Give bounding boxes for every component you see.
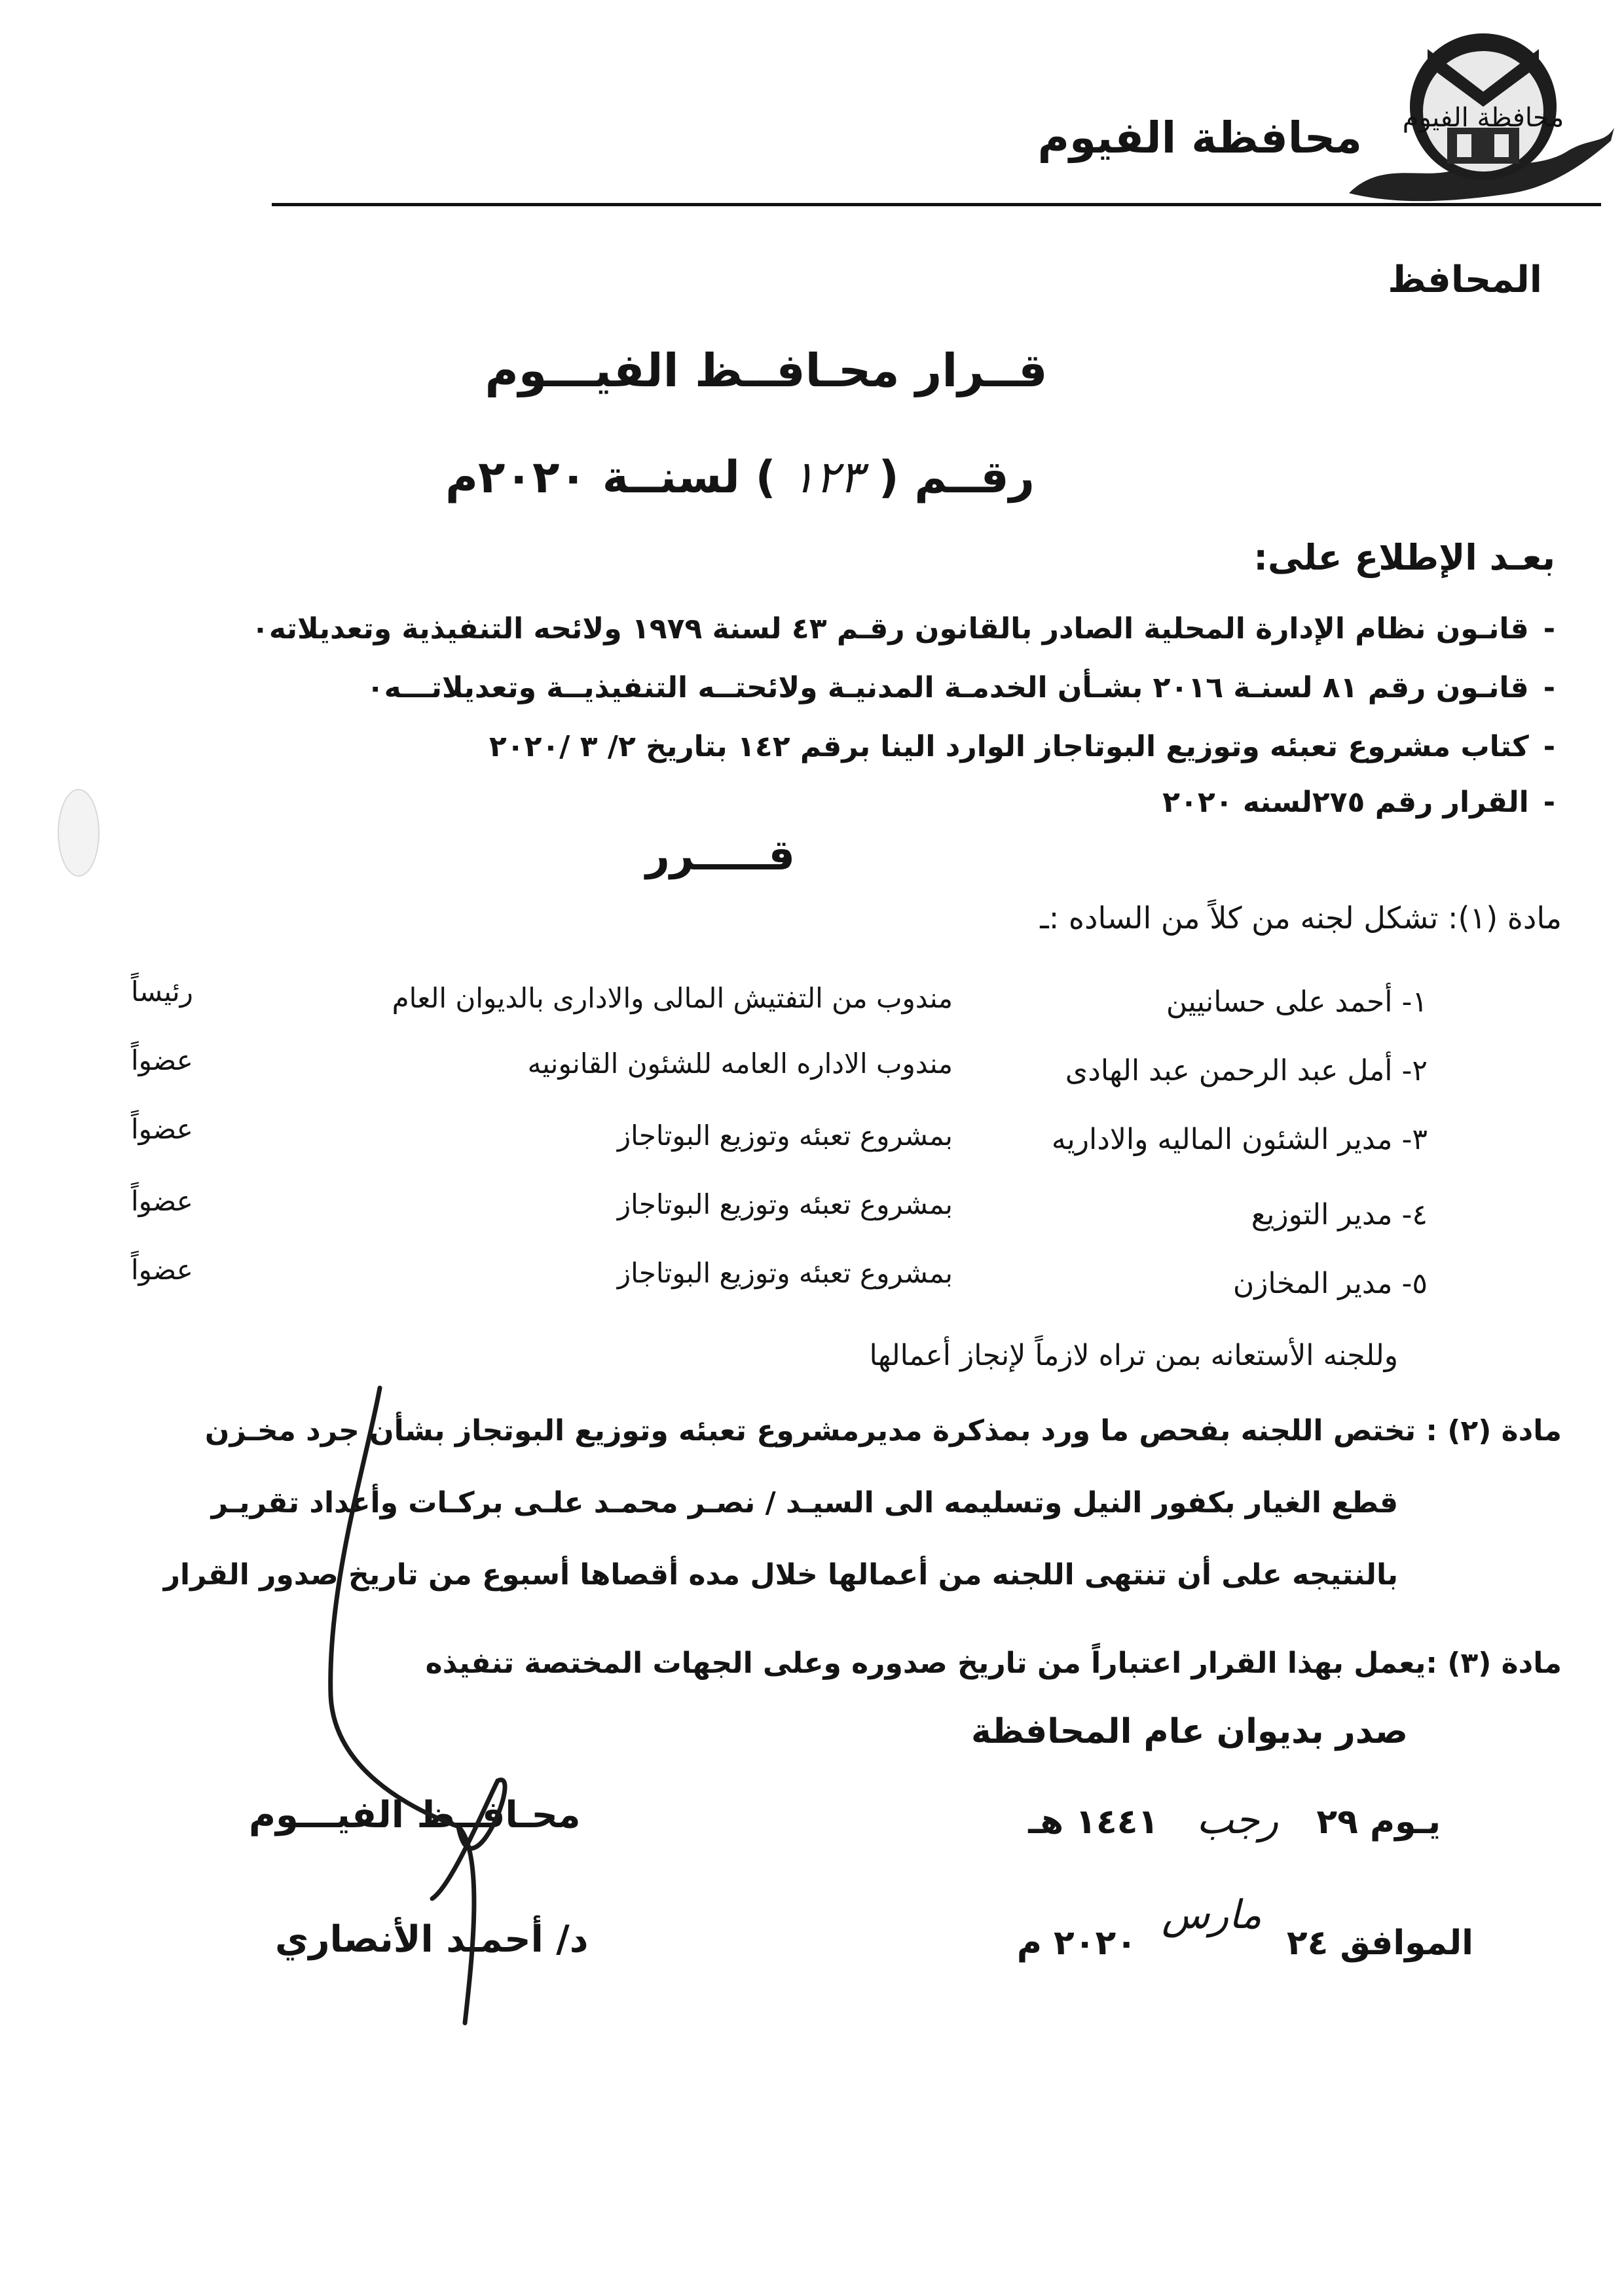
punch-hole-mark [58, 789, 100, 877]
article-3-text: مادة (٣) :يعمل بهذا القرار اعتباراً من تاريخ صدوره وعلى الجهات المختصة تنفيذه [425, 1647, 1562, 1680]
member-role: مندوب من التفتيش المالى والادارى بالديوان العام [392, 982, 953, 1014]
member-name: ٣- مدير الشئون الماليه والاداريه [1051, 1123, 1428, 1156]
decision-heading: قـــــرر [646, 831, 795, 880]
bullet-dash-icon: - [1543, 730, 1555, 763]
decree-number-line [0, 452, 1552, 503]
decree-title: قــرار محـافــظ الفيـــوم [485, 344, 1048, 397]
gregorian-year: ٢٠٢٠ م [1016, 1923, 1137, 1963]
preamble-label: بعـد الإطلاع على: [1253, 537, 1555, 578]
preamble-item: -قانـون نظام الإدارة المحلية الصادر بالقانون رقـم ٤٣ لسنة ١٩٧٩ ولائحه التنفيذية وتعديلاته٠ [251, 612, 1555, 646]
member-name: ٤- مدير التوزيع [1251, 1198, 1428, 1231]
gregorian-day: الموافق ٢٤ [1286, 1923, 1473, 1963]
member-role: بمشروع تعبئه وتوزيع البوتاجاز [617, 1188, 953, 1220]
office-label: المحافظ [1388, 259, 1542, 301]
member-position: عضواً [131, 1185, 193, 1217]
preamble-item: -قانـون رقم ٨١ لسنـة ٢٠١٦ بشـأن الخدمـة المدنيـة ولائحتــه التنفيذيــة وتعديلاتـــه٠ [366, 671, 1555, 704]
hijri-month-handwritten: رجب [1196, 1797, 1279, 1843]
header-divider [272, 203, 1601, 206]
hijri-year: ١٤٤١ هـ [1028, 1802, 1159, 1842]
preamble-item: -القرار رقم ٢٧٥لسنه ٢٠٢٠ [1162, 786, 1555, 819]
decree-number-prefix: رقــم ( [878, 452, 1035, 503]
issued-at: صدر بديوان عام المحافظة [970, 1712, 1408, 1751]
signatory-name: د/ أحمـد الأنصاري [275, 1918, 589, 1961]
hijri-date [1028, 1797, 1441, 1843]
preamble-item: -كتاب مشروع تعبئه وتوزيع البوتاجاز الوارد الينا برقم ١٤٢ بتاريخ ٢/ ٣ /٢٠٢٠ [489, 730, 1555, 763]
decree-number-handwritten: ١٢٣ [791, 452, 863, 503]
decree-number-suffix: ) لسنــة ٢٠٢٠م [445, 452, 776, 503]
member-position: رئيساً [131, 975, 193, 1008]
article-2-line: بالنتيجه على أن تنتهى اللجنه من أعمالها خلال مده أقصاها أسبوع من تاريخ صدور القرار [163, 1558, 1398, 1592]
fayoum-governorate-emblem-icon [1342, 29, 1617, 219]
bullet-dash-icon: - [1543, 786, 1555, 819]
member-position: عضواً [131, 1254, 193, 1286]
member-name: ١- أحمد على حسانيين [1166, 985, 1428, 1019]
bullet-dash-icon: - [1543, 612, 1555, 646]
article-2-line: قطع الغيار بكفور النيل وتسليمه الى السيـد / نصـر محمـد علـى بركـات وأعداد تقريـر [211, 1486, 1398, 1520]
bullet-dash-icon: - [1543, 671, 1555, 704]
article-2-line: مادة (٢) : تختص اللجنه بفحص ما ورد بمذكرة مديرمشروع تعبئه وتوزيع البوتجاز بشأن جرد مخـزن [204, 1414, 1562, 1448]
member-position: عضواً [131, 1044, 193, 1076]
member-name: ٢- أمل عبد الرحمن عبد الهادى [1065, 1054, 1428, 1087]
article-1-text: مادة (١): تشكل لجنه من كلاً من الساده :ـ [1040, 900, 1562, 936]
governorate-name: محافظة الفيوم [1037, 113, 1362, 163]
gregorian-month-handwritten: مارس [1162, 1892, 1262, 1938]
gregorian-date [1016, 1892, 1473, 1964]
emblem-text: محافظة الفيوم [1402, 103, 1564, 133]
signatory-title: محـافــظ الفيـــوم [249, 1794, 581, 1836]
member-role: مندوب الاداره العامه للشئون القانونيه [527, 1048, 953, 1080]
member-position: عضواً [131, 1113, 193, 1145]
member-role: بمشروع تعبئه وتوزيع البوتاجاز [617, 1120, 953, 1152]
member-role: بمشروع تعبئه وتوزيع البوتاجاز [617, 1257, 953, 1289]
article-1-note: وللجنه الأستعانه بمن تراه لازماً لإنجاز أعمالها [869, 1339, 1398, 1372]
member-name: ٥- مدير المخازن [1232, 1267, 1428, 1300]
hijri-day: يـوم ٢٩ [1316, 1802, 1441, 1842]
